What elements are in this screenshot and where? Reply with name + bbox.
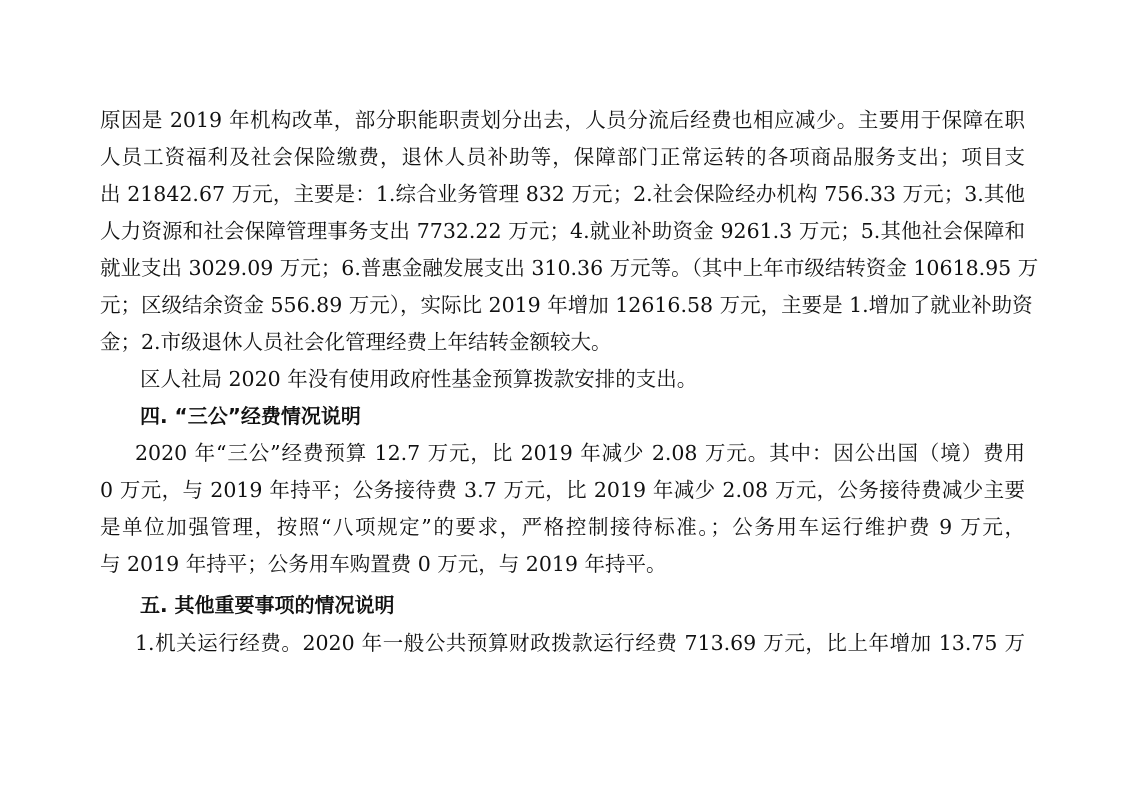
body-text-line: 原因是 2019 年机构改革，部分职能职责划分出去，人员分流后经费也相应减少。主要用于保障在职	[100, 108, 1025, 132]
body-text-line: 金；2.市级退休人员社会化管理经费上年结转金额较大。	[100, 330, 612, 354]
body-text-line: 人员工资福利及社会保险缴费，退休人员补助等，保障部门正常运转的各项商品服务支出；项目支	[100, 145, 1025, 169]
body-text-line: 就业支出 3029.09 万元；6.普惠金融发展支出 310.36 万元等。（其中上年市级结转资金 10618.95 万	[100, 256, 1039, 280]
body-text-line: 元；区级结余资金 556.89 万元），实际比 2019 年增加 12616.58 万元，主要是 1.增加了就业补助资	[100, 293, 1033, 317]
body-text-line: 1.机关运行经费。2020 年一般公共预算财政拨款运行经费 713.69 万元，比上年增加 13.75 万	[135, 631, 1025, 655]
section-heading: 五. 其他重要事项的情况说明	[140, 593, 395, 617]
section-heading: 四. “三公”经费情况说明	[140, 404, 361, 428]
body-text-line: 出 21842.67 万元，主要是：1.综合业务管理 832 万元；2.社会保险经办机构 756.33 万元；3.其他	[100, 182, 1025, 206]
body-text-line: 与 2019 年持平；公务用车购置费 0 万元，与 2019 年持平。	[100, 552, 667, 576]
body-text-line: 0 万元，与 2019 年持平；公务接待费 3.7 万元，比 2019 年减少 2.08 万元，公务接待费减少主要	[100, 478, 1025, 502]
body-text-line: 是单位加强管理，按照“八项规定”的要求，严格控制接待标准。；公务用车运行维护费 9 万元，	[100, 515, 1025, 539]
body-text-line: 2020 年“三公”经费预算 12.7 万元，比 2019 年减少 2.08 万元。其中：因公出国（境）费用	[135, 441, 1025, 465]
body-text-line: 区人社局 2020 年没有使用政府性基金预算拨款安排的支出。	[140, 367, 698, 391]
body-text-line: 人力资源和社会保障管理事务支出 7732.22 万元；4.就业补助资金 9261.3 万元；5.其他社会保障和	[100, 219, 1025, 243]
